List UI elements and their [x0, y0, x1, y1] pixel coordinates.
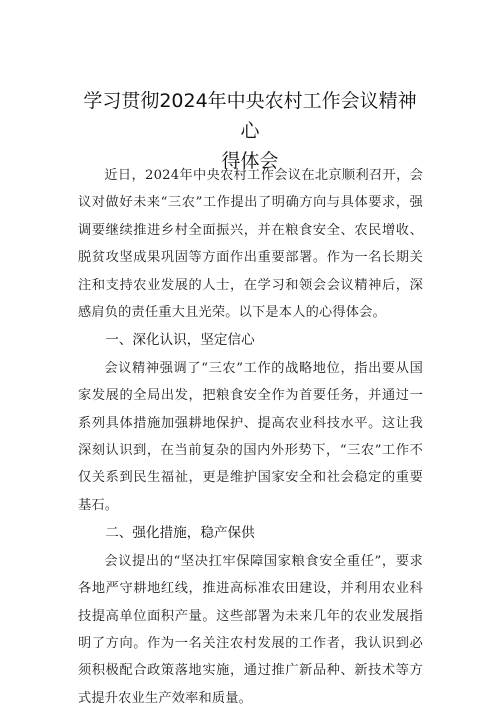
- section-heading-2: 二、强化措施，稳产保供: [105, 525, 255, 542]
- document-body: [78, 162, 423, 712]
- section-paragraph-1: 会议精神强调了“三农”工作的战略地位，指出要从国家发展的全局出发，把粮食安全作为首要任务，并通过一系列具体措施加强耕地保护、提高农业科技水平。这让我深刻认识到，在当前复杂的国内外形势下，“三农”工作不仅关系到民生福祉，更是维护国家安全和社会稳定的重要基石。: [78, 360, 423, 513]
- section-heading-1: 一、深化认识，坚定信心: [105, 332, 255, 349]
- intro-paragraph: 近日，2024年中央农村工作会议在北京顺利召开，会议对做好未来“三农”工作提出了明确方向与具体要求，强调要继续推进乡村全面振兴，并在粮食安全、农民增收、脱贫攻坚成果巩固等方面作出重要部署。作为一名长期关注和支持农业发展的人士，在学习和领会会议精神后，深感肩负的责任重大且光荣。以下是本人的心得体会。: [78, 168, 423, 321]
- title-line-1: 学习贯彻2024年中央农村工作会议精神心: [83, 90, 417, 142]
- title-line-2: 得体会: [221, 150, 279, 172]
- section-paragraph-2: 会议提出的“坚决扛牢保障国家粮食安全重任”，要求各地严守耕地红线，推进高标准农田建设，并利用农业科技提高单位面积产量。这些部署为未来几年的农业发展指明了方向。作为一名关注农村发展的工作者，我认识到必须积极配合政策落地实施，通过推广新品种、新技术等方式提升农业生产效率和质量。: [78, 553, 423, 706]
